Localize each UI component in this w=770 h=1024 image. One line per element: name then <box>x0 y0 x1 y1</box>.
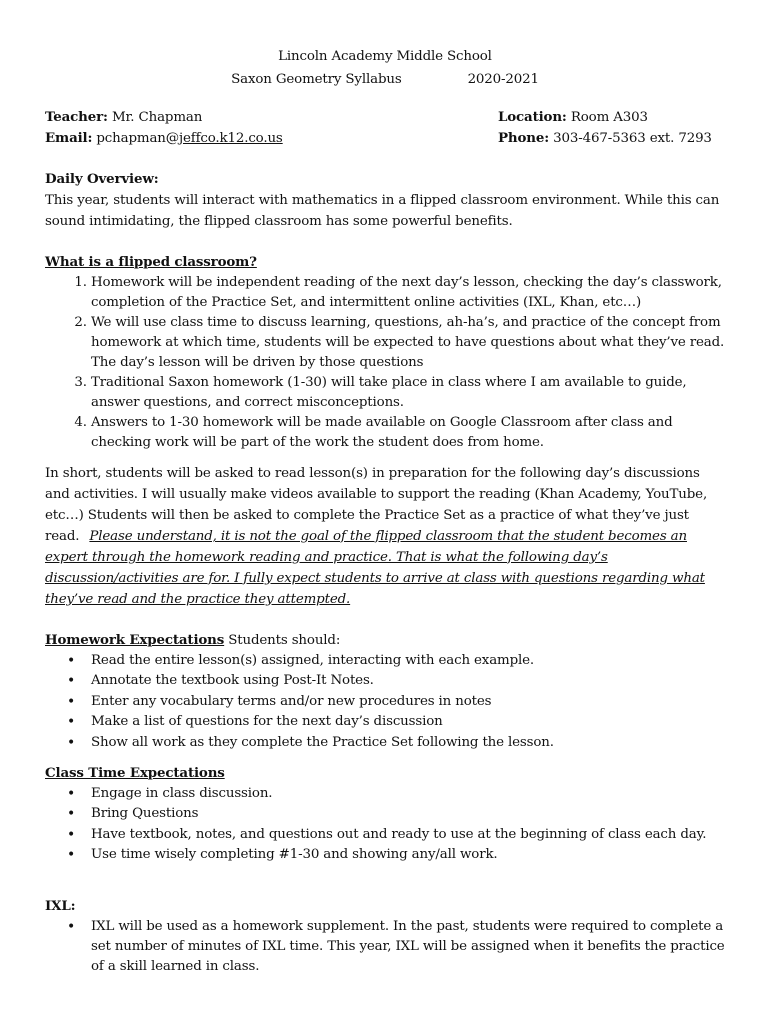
ixl-section <box>45 896 725 978</box>
ixl-heading: IXL: <box>45 897 76 914</box>
syllabus-page <box>45 45 725 978</box>
teacher-name: Mr. Chapman <box>111 110 203 125</box>
teacher-field <box>45 110 202 125</box>
list-item: 3. Traditional Saxon homework (1-30) will take place in class where I am available to guide, answer questions, and correct misconceptions. <box>91 373 725 413</box>
list-item: 4. Answers to 1-30 homework will be made available on Google Classroom after class and checking work will be part of the work the student does from home. <box>91 413 725 453</box>
list-item: • Annotate the textbook using Post-It Notes. <box>91 671 725 691</box>
list-item: • Show all work as they complete the Practice Set following the lesson. <box>91 733 725 753</box>
daily-overview-heading: Daily Overview: <box>45 171 159 187</box>
list-item: 2. We will use class time to discuss learning, questions, ah-ha’s, and practice of the concept from homework at which time, students will be expected to have questions about what they’ve read. The day’s lesson will be driven by those questions <box>91 313 725 373</box>
daily-overview-section <box>45 169 725 232</box>
email-prefix: pchapman@ <box>96 131 179 146</box>
location-field <box>498 107 648 128</box>
flipped-summary-paragraph <box>45 463 725 610</box>
email-label: Email: <box>45 130 93 146</box>
class-time-heading: Class Time Expectations <box>45 765 225 782</box>
list-item: • IXL will be used as a homework supplement. In the past, students were required to complete a set number of minutes of IXL time. This year, IXL will be assigned when it benefits the practice of a skill learned in class. <box>91 917 725 978</box>
daily-overview-text: This year, students will interact with mathematics in a flipped classroom environment. While this can sound intimidating, the flipped classroom has some powerful benefits. <box>45 193 720 229</box>
school-name: Lincoln Academy Middle School <box>278 49 492 64</box>
list-item: • Make a list of questions for the next day’s discussion <box>91 712 725 732</box>
flipped-classroom-list <box>45 273 725 453</box>
flipped-classroom-heading: What is a flipped classroom? <box>45 254 257 270</box>
location-value: Room A303 <box>570 110 648 125</box>
list-item: • Use time wisely completing #1-30 and showing any/all work. <box>91 845 725 865</box>
homework-list <box>45 651 725 753</box>
list-item: • Have textbook, notes, and questions out and ready to use at the beginning of class each day. <box>91 825 725 845</box>
phone-field <box>498 128 712 149</box>
list-item: • Bring Questions <box>91 804 725 824</box>
homework-expectations-section <box>45 630 725 753</box>
homework-expectations-heading: Homework Expectations <box>45 632 225 648</box>
list-item: 1. Homework will be independent reading of the next day’s lesson, checking the day’s classwork, completion of the Practice Set, and intermittent online activities (IXL, Khan, etc…) <box>91 273 725 313</box>
phone-label: Phone: <box>498 130 550 146</box>
course-title: Saxon Geometry Syllabus <box>231 72 402 87</box>
list-item: • Engage in class discussion. <box>91 784 725 804</box>
class-time-list <box>45 784 725 866</box>
email-link[interactable]: jeffco.k12.co.us <box>179 131 283 146</box>
homework-intro: Students should: <box>228 633 341 648</box>
class-time-section <box>45 763 725 866</box>
flipped-emphasis-text: Please understand, it is not the goal of the flipped classroom that the student becomes an expert through the homework reading and practice. That is what the following day’s discussion/activities are for. I fully expect students to arrive at class with questions regarding what they’ve read and the practice they attempted. <box>45 529 705 607</box>
email-field <box>45 131 283 146</box>
teacher-info <box>45 107 725 149</box>
ixl-list <box>45 917 725 978</box>
phone-value: 303-467-5363 ext. 7293 <box>553 131 712 146</box>
list-item: • Enter any vocabulary terms and/or new procedures in notes <box>91 692 725 712</box>
flipped-summary-text: In short, students will be asked to read lesson(s) in preparation for the following day’s discussions and activities. I will usually make videos available to support the reading (Khan Academy, YouTube, etc…) Students will then be asked to complete the Practice Set as a practice of what they’ve just read. <box>45 466 708 544</box>
flipped-classroom-section <box>45 252 725 610</box>
school-year: 2020-2021 <box>467 72 539 87</box>
location-label: Location: <box>498 109 567 125</box>
list-item: • Read the entire lesson(s) assigned, interacting with each example. <box>91 651 725 671</box>
document-header <box>45 45 725 91</box>
teacher-label: Teacher: <box>45 109 108 125</box>
